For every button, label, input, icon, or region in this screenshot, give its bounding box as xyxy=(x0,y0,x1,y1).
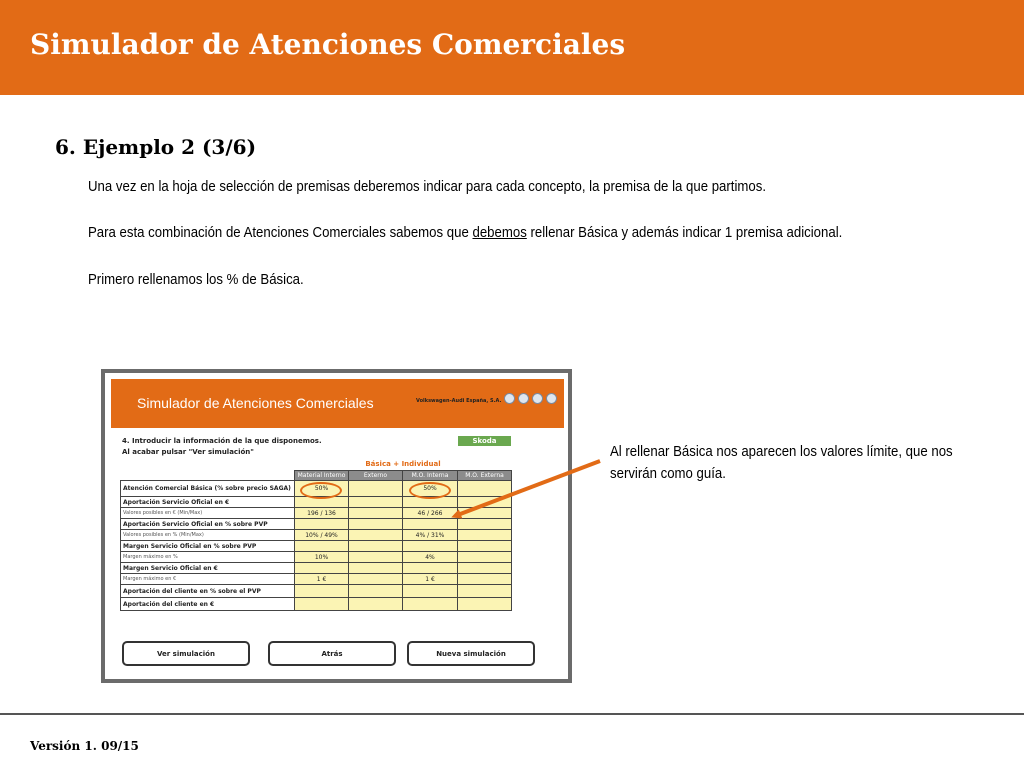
row-label: Aportación del cliente en € xyxy=(121,598,295,611)
row-label: Margen máximo en % xyxy=(121,552,295,563)
paragraph-combinacion-underlined: debemos xyxy=(472,224,527,241)
embedded-instruction-1: 4. Introducir la información de la que disponemos. xyxy=(122,437,322,445)
value-cell: 10% xyxy=(295,552,349,563)
value-cell: 196 / 136 xyxy=(295,508,349,519)
column-header: Material Interno xyxy=(295,471,349,481)
value-cell: 1 € xyxy=(403,574,458,585)
row-label: Margen Servicio Oficial en € xyxy=(121,563,295,574)
row-label: Atención Comercial Básica (% sobre precio SAGA) xyxy=(121,481,295,497)
footer-divider xyxy=(0,713,1024,715)
row-label: Aportación Servicio Oficial en % sobre PVP xyxy=(121,519,295,530)
paragraph-combinacion-part-1: Para esta combinación de Atenciones Comerciales sabemos que xyxy=(88,224,473,241)
value-cell: 4% xyxy=(403,552,458,563)
brand-badge: Skoda xyxy=(458,436,511,446)
row-label: Valores posibles en € (Min/Max) xyxy=(121,508,295,519)
section-heading: 6. Ejemplo 2 (3/6) xyxy=(55,135,257,159)
row-label: Aportación del cliente en % sobre el PVP xyxy=(121,585,295,598)
row-label: Margen Servicio Oficial en % sobre PVP xyxy=(121,541,295,552)
callout-text xyxy=(610,441,953,485)
column-header: M.O. Externa xyxy=(458,471,512,481)
atras-button[interactable]: Atrás xyxy=(268,641,396,666)
version-label: Versión 1. 09/15 xyxy=(30,739,139,753)
paragraph-basica: Primero rellenamos los % de Básica. xyxy=(88,271,304,288)
embedded-title: Simulador de Atenciones Comerciales xyxy=(137,395,374,411)
embedded-company-name: Volkswagen-Audi España, S.A. xyxy=(416,398,502,404)
page-title: Simulador de Atenciones Comerciales xyxy=(30,28,626,61)
ver-simulacion-button[interactable]: Ver simulación xyxy=(122,641,250,666)
column-header: Externo xyxy=(349,471,403,481)
row-label: Valores posibles en % (Min/Max) xyxy=(121,530,295,541)
value-cell: 46 / 266 xyxy=(403,508,458,519)
value-cell: 10% / 49% xyxy=(295,530,349,541)
paragraph-premisas: Una vez en la hoja de selección de premisas deberemos indicar para cada concepto, la premisa de la que partimos. xyxy=(88,178,766,195)
group-header: Básica + Individual xyxy=(365,460,441,468)
row-label: Margen máximo en € xyxy=(121,574,295,585)
embedded-instruction-2: Al acabar pulsar "Ver simulación" xyxy=(122,448,254,456)
value-cell[interactable]: 50% xyxy=(403,481,458,497)
arrow-line xyxy=(455,461,600,516)
value-cell: 1 € xyxy=(295,574,349,585)
column-header: M.O. Interna xyxy=(403,471,458,481)
value-cell: 4% / 31% xyxy=(403,530,458,541)
nueva-simulacion-button[interactable]: Nueva simulación xyxy=(407,641,535,666)
callout-line-1: Al rellenar Básica nos aparecen los valores límite, que nos xyxy=(610,443,953,460)
paragraph-combinacion-part-2: rellenar Básica y además indicar 1 premisa adicional. xyxy=(526,224,843,241)
value-cell[interactable]: 50% xyxy=(295,481,349,497)
callout-line-2: servirán como guía. xyxy=(610,465,726,482)
row-label: Aportación Servicio Oficial en € xyxy=(121,497,295,508)
